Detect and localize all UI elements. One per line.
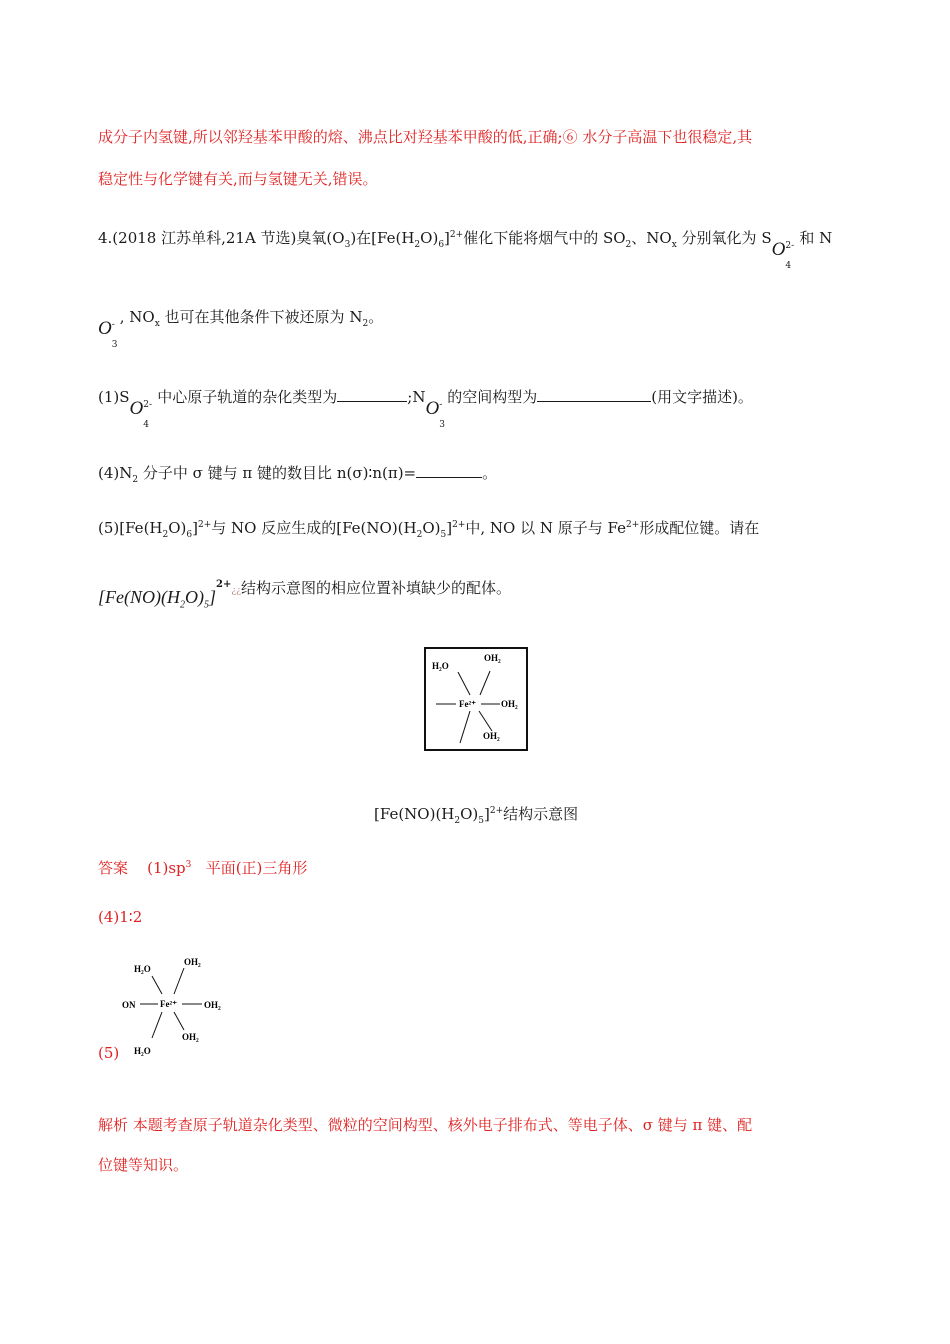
sub-question-5: $(5)[Fe(H_2O)_6]^{2+}$与 NO 反应生成的$[Fe(NO)(H_2O)_5]^{2+}$中, NO 以 N 原子与 $Fe^{2+}$形成配位键。请在 [98,519,760,540]
ligand-label: H₂O [134,1046,151,1056]
ligand-label: OH₂ [484,653,501,663]
question-4-line2: O - 3 , $NO_x$ 也可在其他条件下被还原为 $N_2$。 [98,308,384,350]
answer-line-5: (5) [98,1044,120,1062]
ligand-label: H₂O [432,661,449,671]
structure-diagram-question [424,647,528,751]
answer-line-4: (4)1∶2 [98,908,143,926]
ligand-label: OH₂ [204,1000,221,1010]
ligand-label: ON [122,1000,136,1010]
answer-blank[interactable] [337,387,407,402]
structure-diagram-answer [118,952,228,1062]
ligand-label: OH₂ [483,731,500,741]
paragraph-line: 成分子内氢键,所以邻羟基苯甲酸的熔、沸点比对羟基苯甲酸的低,正确;⑥ 水分子高温下也很稳定,其 [98,128,753,146]
sub-question-4: $(4)N_2$ 分子中 σ 键与 π 键的数目比 n(σ)∶n(π)= 。 [98,464,498,485]
figure-caption: $[Fe(NO)(H_2O)_5]^{2+}$结构示意图 [374,805,579,826]
ligand-label: OH₂ [184,957,201,967]
answer-blank[interactable] [537,387,651,402]
paragraph-line: 稳定性与化学键有关,而与氢键无关,错误。 [98,170,378,188]
sub-question-1: (1)SO 2- 4 中心原子轨道的杂化类型为 ;NO - 3 的空间构型为 (用文字描述)。 [98,388,753,430]
ligand-label: OH₂ [501,699,518,709]
ligand-label: OH₂ [182,1032,199,1042]
analysis-line: 位键等知识。 [98,1156,189,1174]
metal-ion-label: Fe²⁺ [459,699,476,709]
metal-ion-label: Fe²⁺ [160,999,177,1009]
question-4-intro: 4.(2018 江苏单科,21A 节选)臭氧$(O_3)$在$[Fe(H_2O)_6]^{2+}$催化下能将烟气中的 $SO_2$、$NO_x$ 分别氧化为 SO 2- 4 和 N [98,229,833,271]
sub-question-5-line2: $[Fe(NO)(H_2O)_5]^{2+}¿¿$结构示意图的相应位置补填缺少的配体。 [98,579,512,611]
answer-line-1: 答案 $(1)sp^3$ 平面(正)三角形 [98,859,308,877]
answer-blank[interactable] [416,463,482,478]
ligand-label: H₂O [134,964,151,974]
complex-formula: $[Fe(NO)(H_2O)_5]$ [98,587,216,611]
analysis-line: 解析 本题考查原子轨道杂化类型、微粒的空间构型、核外电子排布式、等电子体、σ 键与 π 键、配 [98,1116,753,1134]
